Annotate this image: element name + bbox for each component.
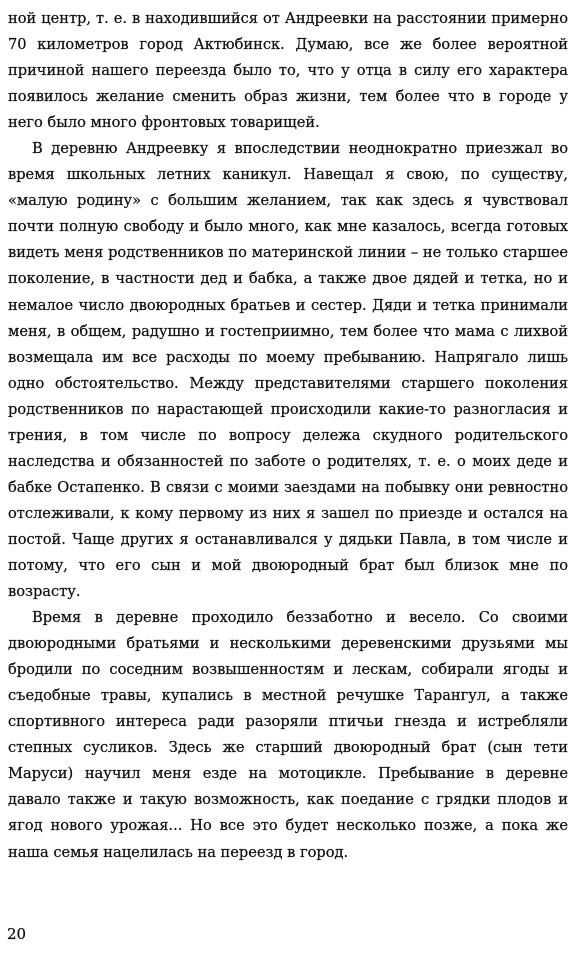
paragraph-3: Время в деревне проходило беззаботно и весело. Со своими двоюродными братьями и несколькими деревенскими друзьями мы бродили по соседним возвышенностям и лескам, собирали ягоды и съедобные травы, купались в местной речушке Тарангул, а также спортивного интереса ради разоряли птичьи гнезда и истребляли степных сусликов. Здесь же старший двоюродный брат (сын тети Маруси) научил меня езде на мотоцикле. Пребывание в деревне давало также и такую возможность, как поедание с грядки плодов и ягод нового урожая... Но все это будет несколько позже, а пока же наша семья нацелилась на переезд в город. xyxy=(8,609,568,861)
paragraph-1: ной центр, т. е. в находившийся от Андреевки на расстоянии примерно 70 километров город Актюбинск. Думаю, все же более вероятной причиной нашего переезда было то, что у отца в силу его характера появилось желание сменить образ жизни, тем более что в городе у него было много фронтовых товарищей. xyxy=(8,10,568,132)
paragraph-2: В деревню Андреевку я впоследствии неоднократно приезжал во время школьных летних каникул. Навещал я свою, по существу, «малую родину» с большим желанием, так как здесь я чувствовал почти полную свободу и было много, как мне казалось, всегда готовых видеть меня родственников по материнской линии – не только старшее поколение, в частности дед и бабка, а также двое дядей и тетка, но и немалое число двоюродных братьев и сестер. Дяди и тетка принимали меня, в общем, радушно и гостеприимно, тем более что мама с лихвой возмещала им все расходы по моему пребыванию. Напрягало лишь одно обстоятельство. Между представителями старшего поколения родственников по нарастающей происходили какие-то разногласия и трения, в том числе по вопросу дележа скудного родительского наследства и обязанностей по заботе о родителях, т. е. о моих деде и бабке Остапенко. В связи с моими заездами на побывку они ревностно отслеживали, к кому первому из них я зашел по приезде и остался на постой. Чаще других я останавливался у дядьки Павла, в том числе и потому, что его сын и мой двоюродный брат был близок мне по возрасту. xyxy=(8,140,568,601)
page-number: 20 xyxy=(7,925,27,943)
body-text xyxy=(8,6,568,866)
